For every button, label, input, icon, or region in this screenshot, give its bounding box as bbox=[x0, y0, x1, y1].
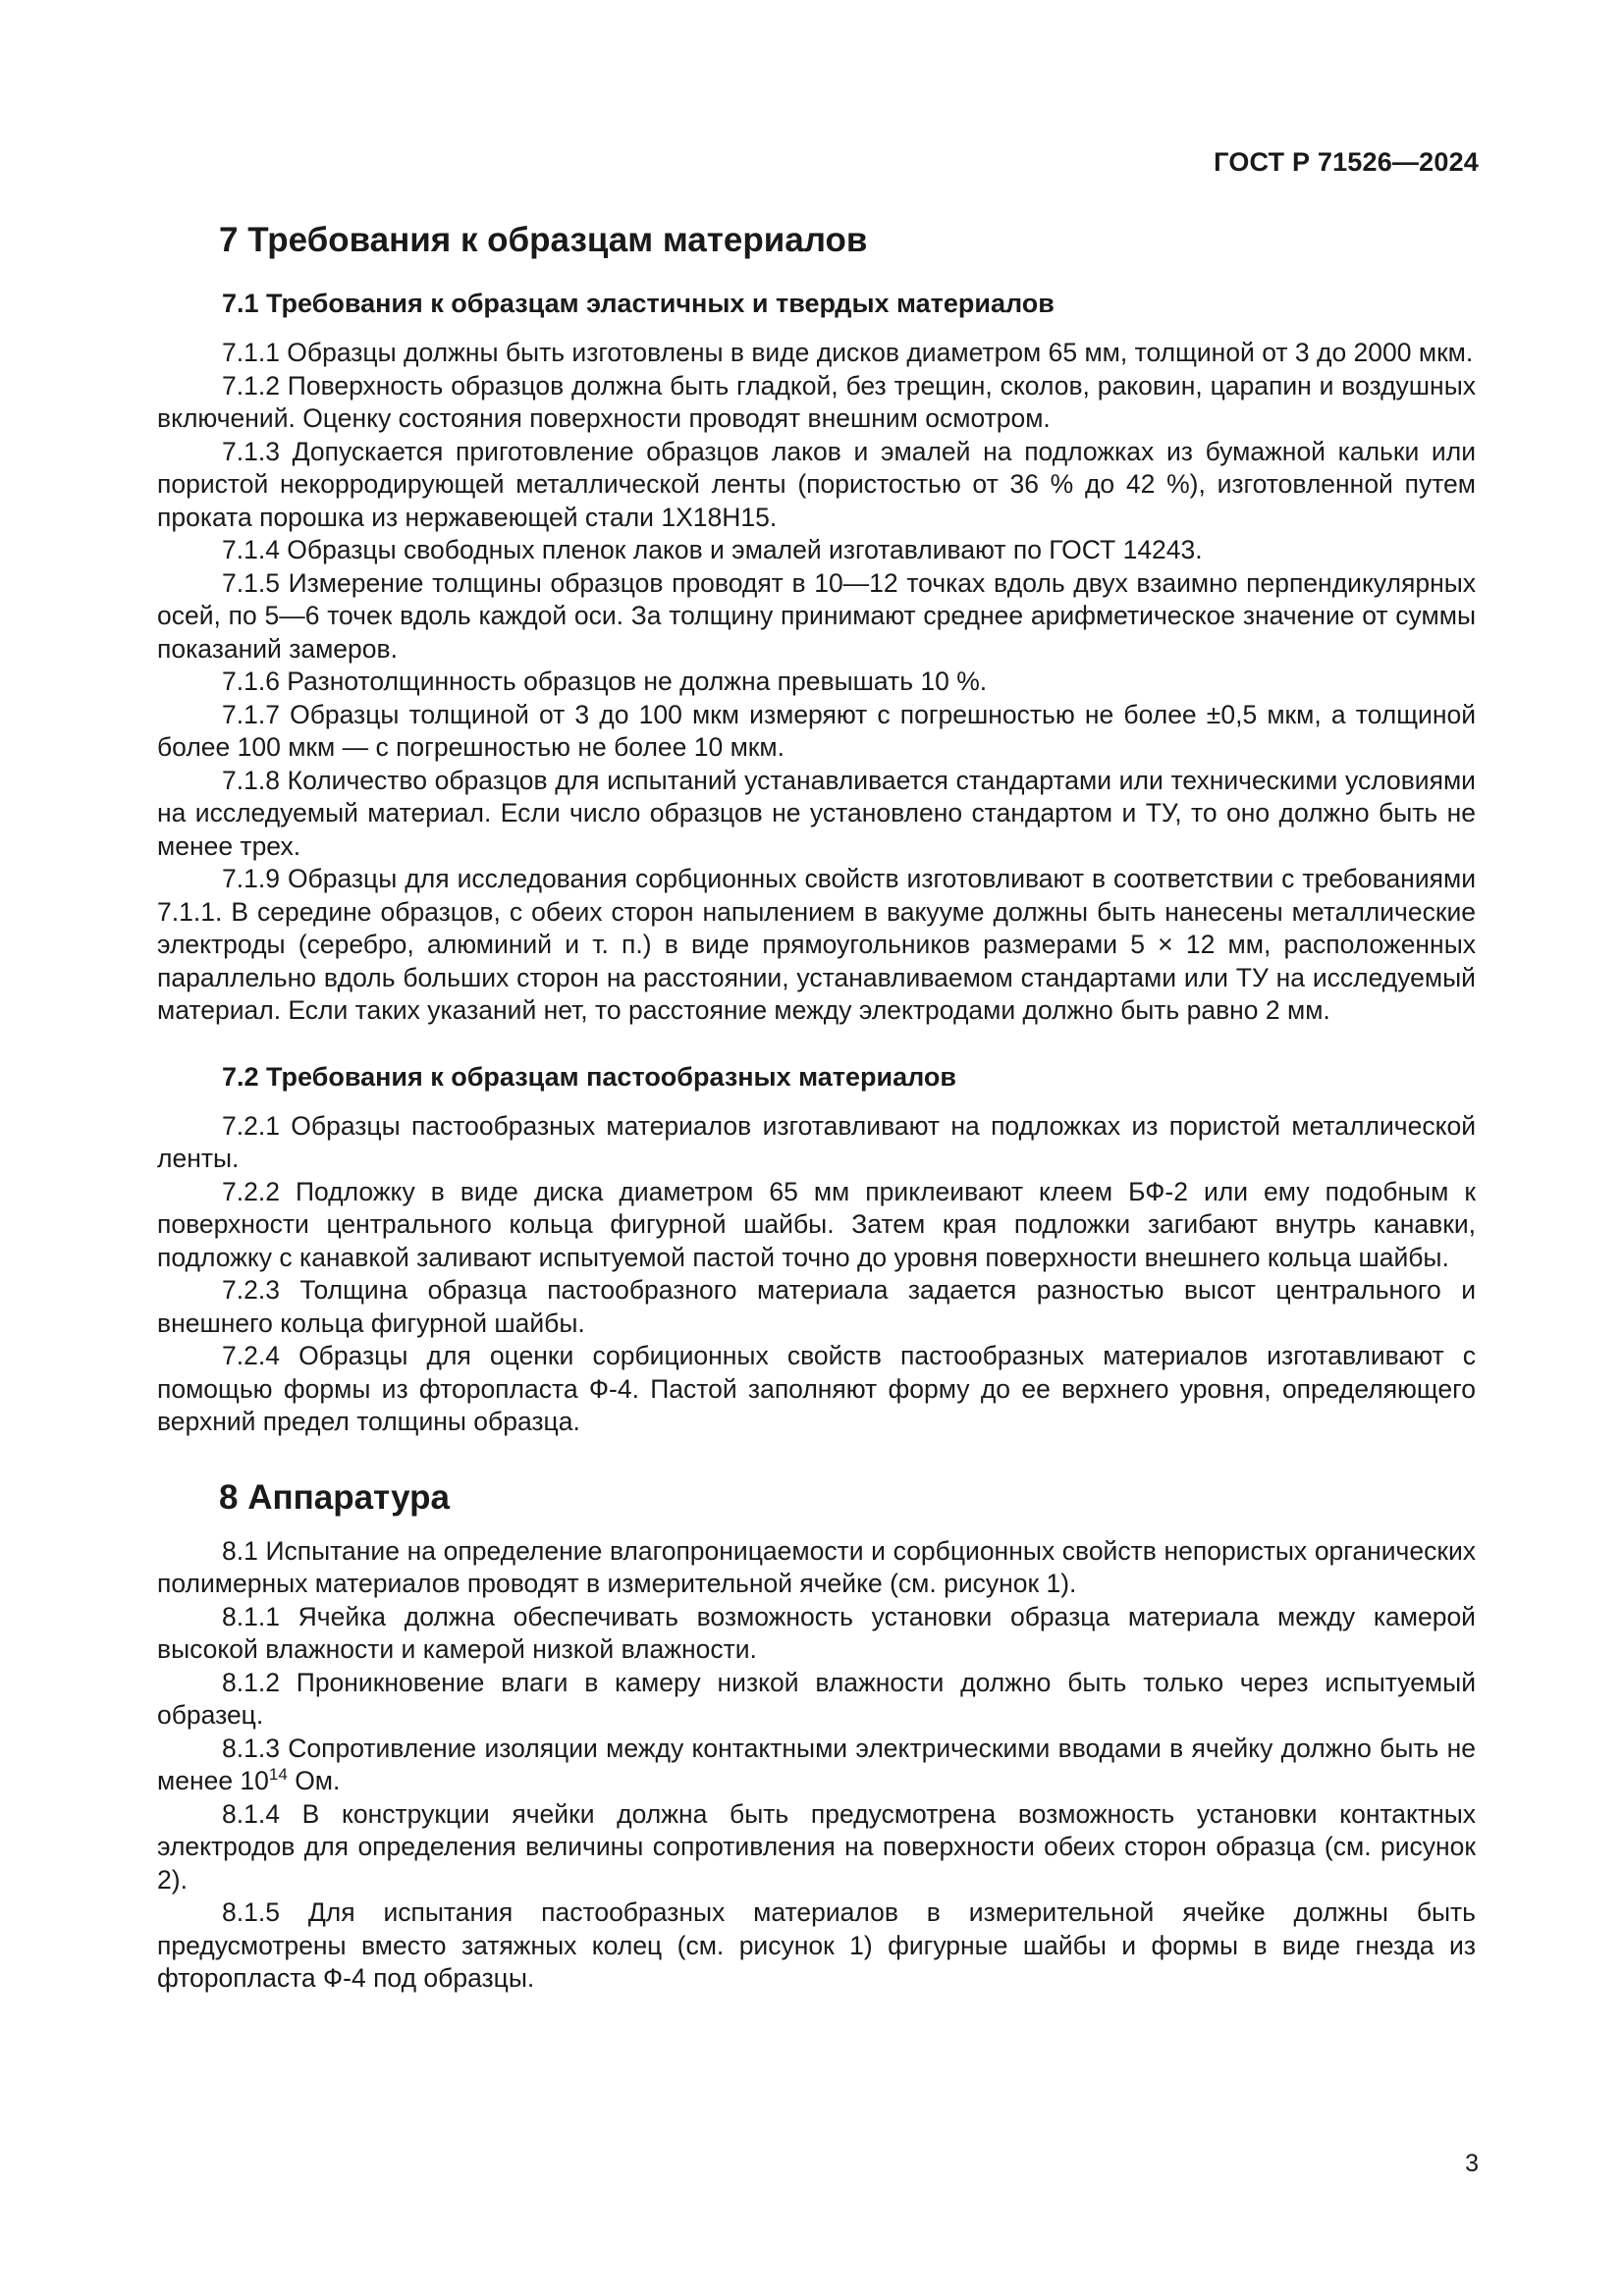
subsection-7-2-title: 7.2 Требования к образцам пастообразных материалов bbox=[222, 1061, 956, 1092]
paragraph-8-1-2: 8.1.2 Проникновение влаги в камеру низкой влажности должно быть только через испытуемый образец. bbox=[157, 1667, 1476, 1730]
paragraph-8-1-5: 8.1.5 Для испытания пастообразных материалов в измерительной ячейке должны быть предусмотрены вместо затяжных колец (см. рисунок 1) фигурные шайбы и формы в виде гнезда из фторопласта Ф-4 под образцы. bbox=[157, 1897, 1476, 1993]
section-8-title: 8 Аппаратура bbox=[219, 1477, 450, 1517]
paragraph-7-1-7: 7.1.7 Образцы толщиной от 3 до 100 мкм измеряют с погрешностью не более ±0,5 мкм, а толщиной более 100 мкм — с погрешностью не более 10 мкм. bbox=[157, 699, 1476, 762]
paragraph-7-1-5: 7.1.5 Измерение толщины образцов проводят в 10—12 точках вдоль двух взаимно перпендикулярных осей, по 5—6 точек вдоль каждой оси. За толщину принимают среднее арифметическое значение от суммы показаний замеров. bbox=[157, 567, 1476, 664]
paragraph-7-1-6: 7.1.6 Разнотолщинность образцов не должна превышать 10 %. bbox=[222, 667, 988, 696]
paragraph-8-1-3-text: 8.1.3 Сопротивление изоляции между контактными электрическими вводами в ячейку должно быть не менее 10 bbox=[157, 1733, 1476, 1795]
section-7-title: 7 Требования к образцам материалов bbox=[219, 221, 868, 259]
paragraph-8-1-3 bbox=[157, 1733, 1476, 1798]
unit-ohm: Ом. bbox=[287, 1766, 341, 1795]
paragraph-7-1-3: 7.1.3 Допускается приготовление образцов лаков и эмалей на подложках из бумажной кальки или пористой некорродирующей металлической ленты (пористостью от 36 % до 42 %), изготовленной путем проката порошка из нержавеющей стали 1Х18Н15. bbox=[157, 436, 1476, 532]
paragraph-7-2-2: 7.2.2 Подложку в виде диска диаметром 65 мм приклеивают клеем БФ-2 или ему подобным к поверхности центрального кольца фигурной шайбы. Затем края подложки загибают внутрь канавки, подложку с канавкой заливают испытуемой пастой точно до уровня поверхности внешнего кольца шайбы. bbox=[157, 1176, 1476, 1272]
paragraph-7-1-2: 7.1.2 Поверхность образцов должна быть гладкой, без трещин, сколов, раковин, царапин и воздушных включений. Оценку состояния поверхности проводят внешним осмотром. bbox=[157, 370, 1476, 433]
paragraph-8-1: 8.1 Испытание на определение влагопроницаемости и сорбционных свойств непористых органических полимерных материалов проводят в измерительной ячейке (см. рисунок 1). bbox=[157, 1535, 1476, 1598]
document-body bbox=[157, 211, 1476, 1996]
paragraph-8-1-1: 8.1.1 Ячейка должна обеспечивать возможность установки образца материала между камерой высокой влажности и камерой низкой влажности. bbox=[157, 1601, 1476, 1664]
paragraph-8-1-4: 8.1.4 В конструкции ячейки должна быть предусмотрена возможность установки контактных электродов для определения величины сопротивления на поверхности обеих сторон образца (см. рисунок 2). bbox=[157, 1798, 1476, 1895]
exponent-14: 14 bbox=[268, 1765, 288, 1785]
paragraph-7-2-1: 7.2.1 Образцы пастообразных материалов изготавливают на подложках из пористой металлической ленты. bbox=[157, 1110, 1476, 1173]
paragraph-7-2-3: 7.2.3 Толщина образца пастообразного материала задается разностью высот центрального и внешнего кольца фигурной шайбы. bbox=[157, 1275, 1476, 1338]
paragraph-7-1-9: 7.1.9 Образцы для исследования сорбционных свойств изготовливают в соответствии с требованиями 7.1.1. В середине образцов, с обеих сторон напылением в вакууме должны быть нанесены металлические электроды (серебро, алюминий и т. п.) в виде прямоугольников размерами 5 × 12 мм, расположенных параллельно вдоль больших сторон на расстоянии, устанавливаемом стандартами или ТУ на исследуемый материал. Если таких указаний нет, то расстояние между электродами должно быть равно 2 мм. bbox=[157, 864, 1476, 1025]
subsection-7-1-title: 7.1 Требования к образцам эластичных и твердых материалов bbox=[222, 289, 1055, 318]
paragraph-7-1-8: 7.1.8 Количество образцов для испытаний устанавливается стандартами или техническими условиями на исследуемый материал. Если число образцов не установлено стандартом и ТУ, то оно должно быть не менее трех. bbox=[157, 765, 1476, 861]
paragraph-7-1-4: 7.1.4 Образцы свободных пленок лаков и эмалей изготавливают по ГОСТ 14243. bbox=[222, 535, 1203, 564]
page-number: 3 bbox=[1465, 2150, 1479, 2177]
paragraph-7-1-1: 7.1.1 Образцы должны быть изготовлены в виде дисков диаметром 65 мм, толщиной от 3 до 2000 мкм. bbox=[222, 338, 1474, 367]
paragraph-7-2-4: 7.2.4 Образцы для оценки сорбиционных свойств пастообразных материалов изготавливают с помощью формы из фторопласта Ф-4. Пастой заполняют форму до ее верхнего уровня, определяющего верхний предел толщины образца. bbox=[157, 1341, 1476, 1436]
standard-id-header: ГОСТ Р 71526—2024 bbox=[1214, 147, 1479, 177]
